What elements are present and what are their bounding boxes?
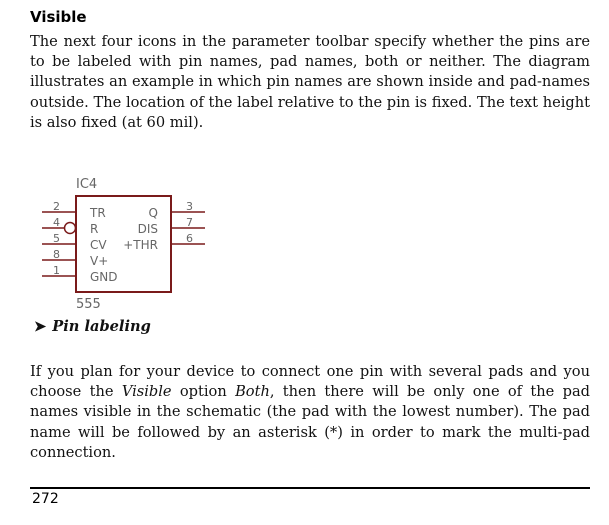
pin-name-vplus: V+ bbox=[90, 254, 109, 268]
pad-number-8: 8 bbox=[53, 248, 60, 261]
paragraph2-part2: option bbox=[171, 383, 236, 401]
pin-name-thr: +THR bbox=[123, 238, 158, 252]
pin-name-q: Q bbox=[148, 206, 158, 220]
pin-name-dis: DIS bbox=[137, 222, 158, 236]
pad-number-4: 4 bbox=[53, 216, 60, 229]
paragraph-multi-pad bbox=[30, 362, 590, 463]
pad-number-3: 3 bbox=[186, 200, 193, 213]
pad-number-6: 6 bbox=[186, 232, 193, 245]
pad-number-2: 2 bbox=[53, 200, 60, 213]
caption-text: Pin labeling bbox=[52, 318, 151, 335]
pin-name-cv: CV bbox=[90, 238, 107, 252]
ic-reference-label: IC4 bbox=[76, 177, 98, 192]
pin-name-r: R bbox=[90, 222, 99, 236]
pad-number-5: 5 bbox=[53, 232, 60, 245]
inversion-bubble bbox=[65, 223, 76, 234]
pin-name-tr: TR bbox=[90, 206, 106, 220]
figure-caption bbox=[34, 318, 151, 335]
both-option-term: Both bbox=[235, 383, 270, 401]
ic-value-label: 555 bbox=[76, 297, 101, 312]
caption-arrow-icon: ➤ bbox=[34, 318, 47, 335]
pin-name-gnd: GND bbox=[90, 270, 118, 284]
section-heading: Visible bbox=[30, 8, 87, 26]
pad-number-7: 7 bbox=[186, 216, 193, 229]
visible-option-term: Visible bbox=[121, 383, 172, 401]
paragraph-pin-labeling-intro: The next four icons in the parameter toolbar specify whether the pins are to be labeled with pin names, pad names, both or neither. The diagram illustrates an example in which pin names are shown inside and pad-names outside. The location of the label relative to the pin is fixed. The text height is also fixed (at 60 mil). bbox=[30, 33, 590, 131]
pad-number-1: 1 bbox=[53, 264, 60, 277]
page-number: 272 bbox=[32, 491, 59, 507]
paragraph2-part3: , then there will be only one of the pad names visible in the schematic (the pad with the lowest number). The pad name will be followed by an asterisk (*) in order to mark the multi-pad connection. bbox=[30, 383, 590, 461]
footer-divider bbox=[30, 487, 590, 489]
paragraph2-part1: If you plan for your device to connect one pin with several pads and you choose the bbox=[30, 363, 590, 401]
